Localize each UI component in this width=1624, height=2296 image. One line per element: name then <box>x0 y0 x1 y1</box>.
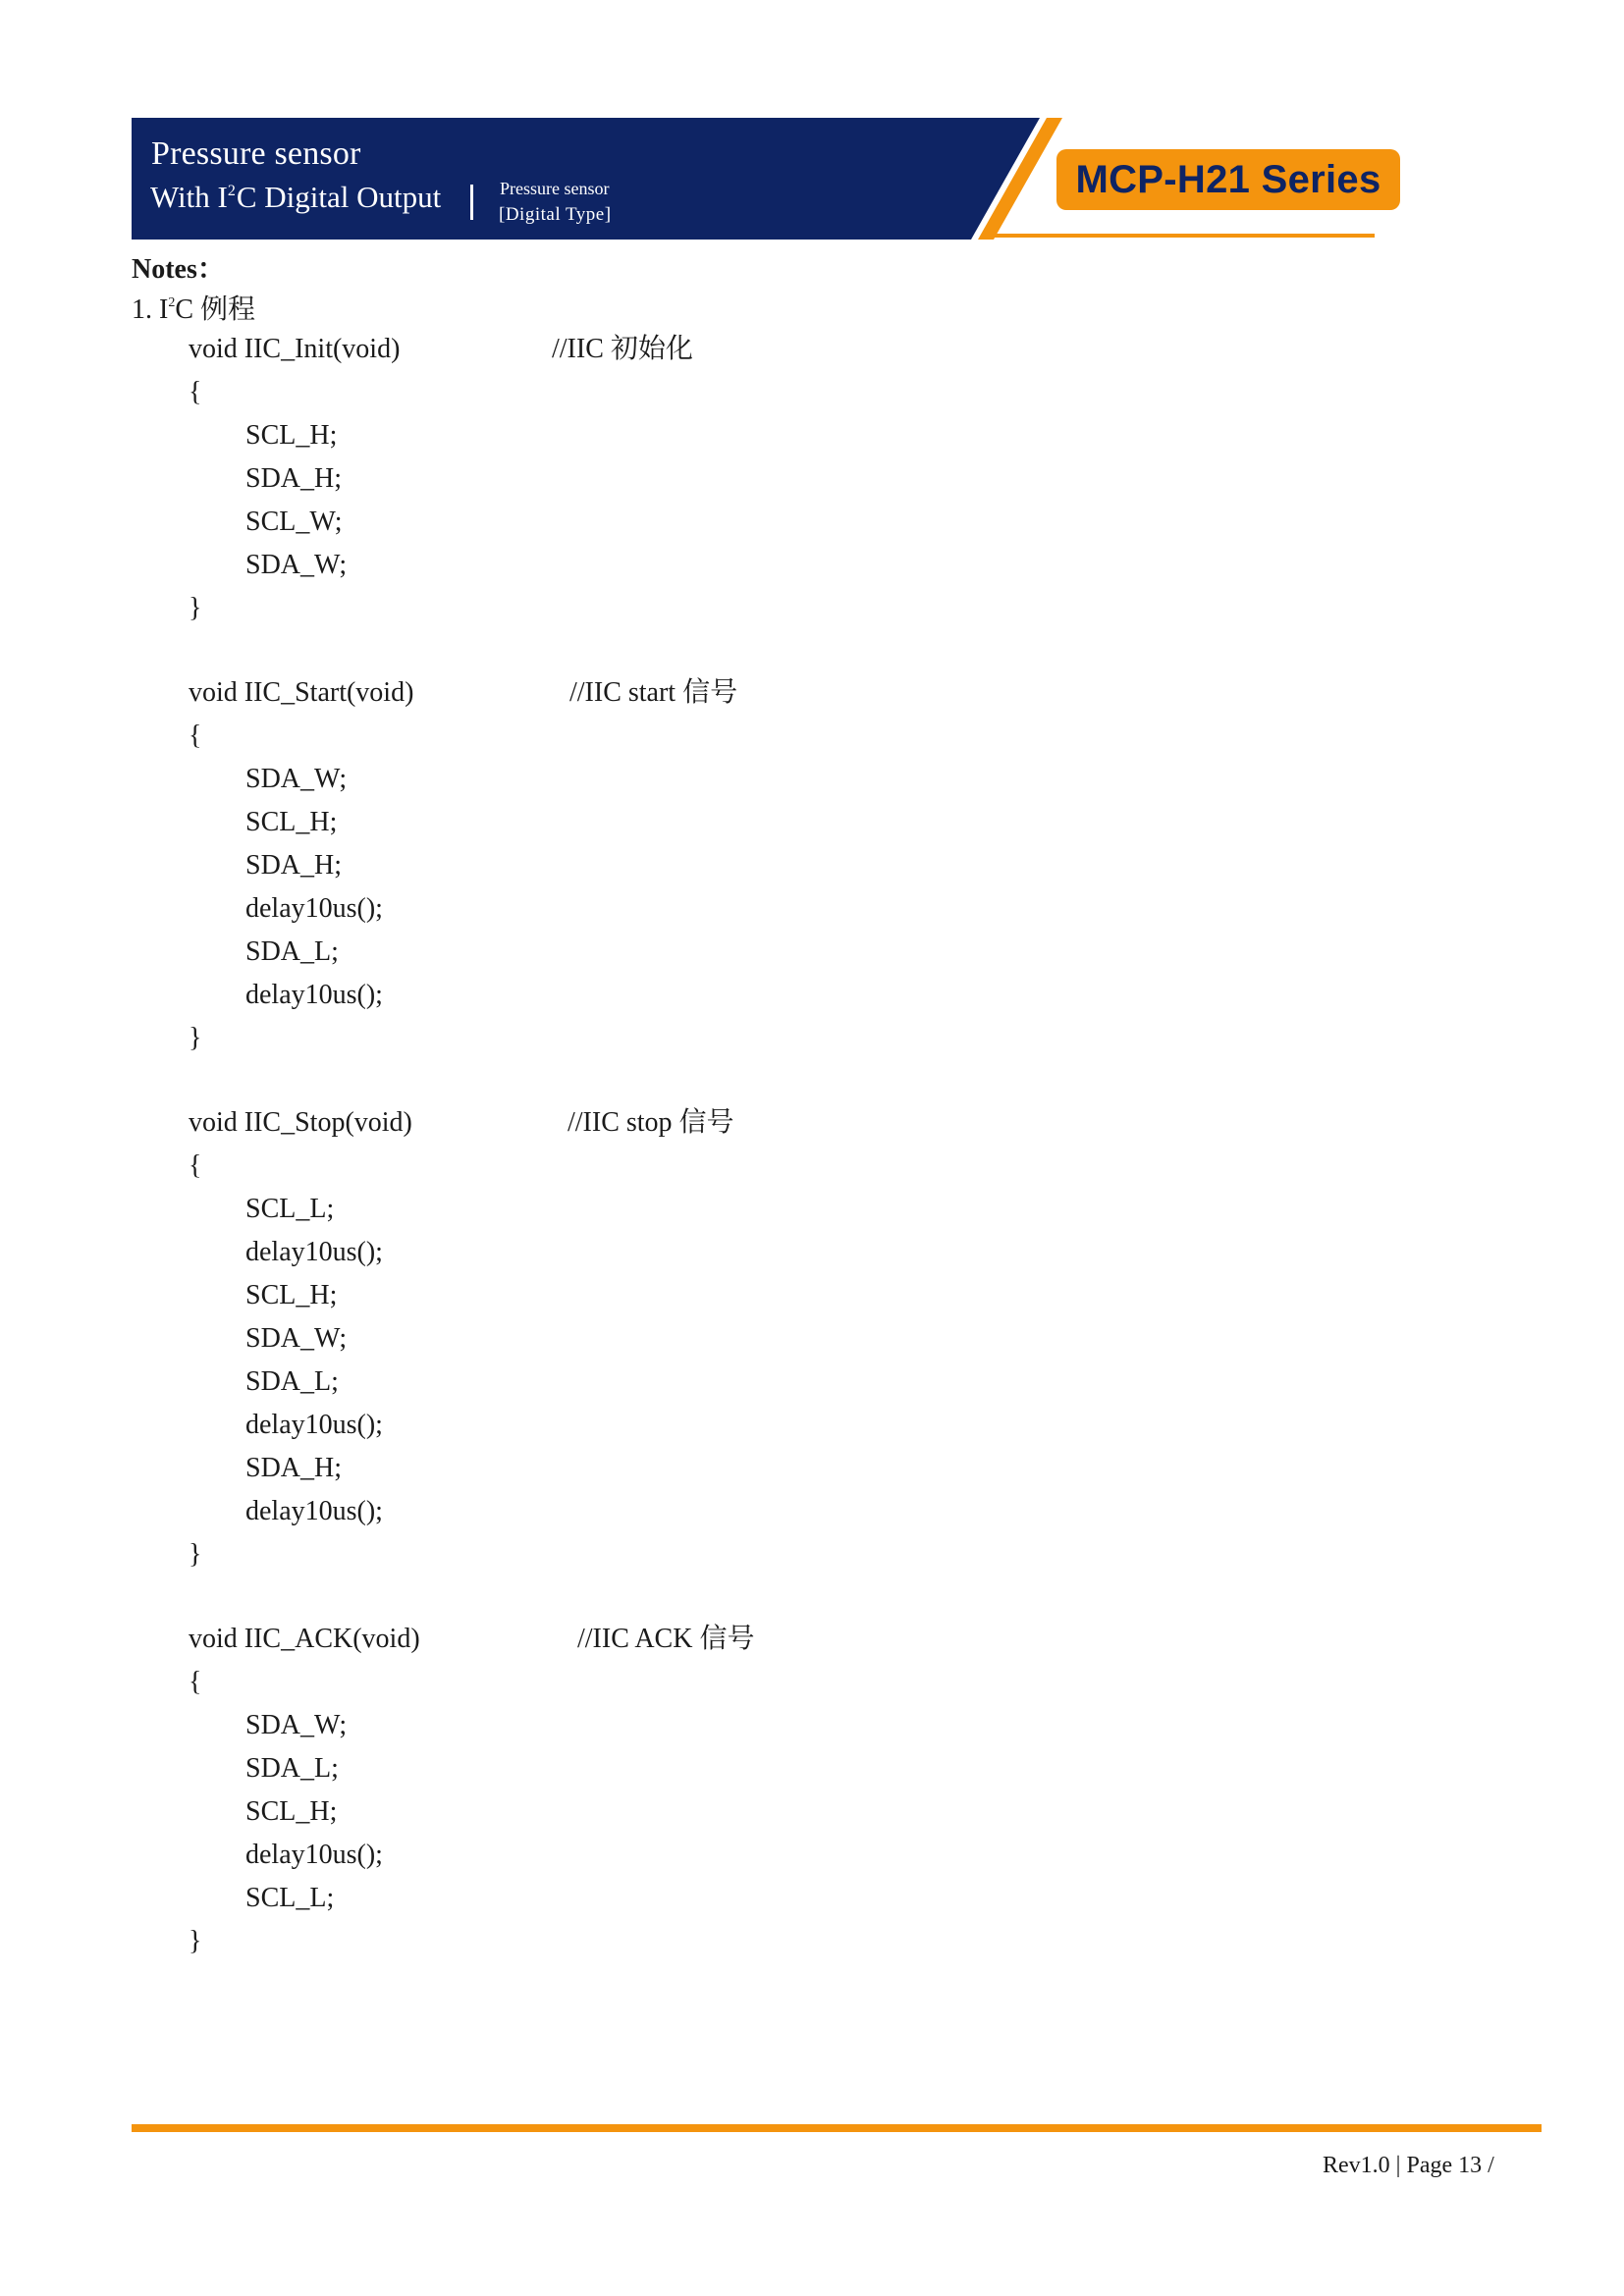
header-subtitle-pre: With I <box>150 180 228 214</box>
code-line: SDA_W; <box>245 764 348 794</box>
header-title: Pressure sensor <box>151 135 361 172</box>
code-line: SCL_H; <box>245 1796 338 1827</box>
code-comment: //IIC 初始化 <box>552 334 693 364</box>
code-line: SDA_L; <box>245 1366 339 1397</box>
code-line: SDA_W; <box>245 550 348 580</box>
close-brace: } <box>189 593 202 623</box>
open-brace: { <box>189 1667 202 1697</box>
function-signature: void IIC_Stop(void) <box>189 1107 412 1138</box>
code-line: SDA_L; <box>245 1753 339 1784</box>
close-brace: } <box>189 1539 202 1570</box>
code-line: delay10us(); <box>245 1237 383 1267</box>
series-badge-label: MCP-H21 Series <box>1075 157 1381 201</box>
code-line: SDA_H; <box>245 1453 343 1483</box>
function-signature: void IIC_Init(void) <box>189 334 401 364</box>
code-comment: //IIC start 信号 <box>569 677 738 708</box>
code-line: delay10us(); <box>245 1410 383 1440</box>
header-orange-underline <box>986 234 1375 238</box>
open-brace: { <box>189 377 202 407</box>
footer-divider <box>132 2124 1542 2132</box>
function-signature: void IIC_Start(void) <box>189 677 414 708</box>
page-number: Rev1.0 | Page 13 / <box>1323 2153 1494 2178</box>
function-signature: void IIC_ACK(void) <box>189 1624 420 1654</box>
notes-heading: Notes： <box>132 254 225 285</box>
code-line: SCL_L; <box>245 1883 335 1913</box>
code-line: SDA_W; <box>245 1323 348 1354</box>
section-heading <box>132 288 255 327</box>
header-separator <box>470 185 473 220</box>
open-brace: { <box>189 721 202 751</box>
header-subtitle-sup: 2 <box>227 183 236 199</box>
code-line: delay10us(); <box>245 1496 383 1526</box>
header-subtitle <box>150 180 441 215</box>
code-comment: //IIC stop 信号 <box>568 1107 734 1138</box>
series-badge <box>1056 149 1400 210</box>
code-line: SDA_L; <box>245 936 339 967</box>
close-brace: } <box>189 1926 202 1956</box>
code-line: SCL_H; <box>245 420 338 451</box>
code-line: delay10us(); <box>245 1840 383 1870</box>
header-product-type: [Digital Type] <box>499 204 612 225</box>
code-line: delay10us(); <box>245 893 383 924</box>
section-heading-pre: 1. I <box>132 294 169 325</box>
section-heading-sup: 2 <box>168 295 176 310</box>
code-line: SDA_H; <box>245 463 343 494</box>
code-line: SCL_H; <box>245 1280 338 1310</box>
open-brace: { <box>189 1150 202 1181</box>
section-heading-post: C 例程 <box>175 294 256 325</box>
code-comment: //IIC ACK 信号 <box>577 1624 755 1654</box>
code-line: SDA_W; <box>245 1710 348 1740</box>
code-line: delay10us(); <box>245 980 383 1010</box>
code-line: SCL_L; <box>245 1194 335 1224</box>
header-subtitle-post: C Digital Output <box>236 180 442 214</box>
code-line: SDA_H; <box>245 850 343 881</box>
page-header <box>132 118 1506 240</box>
code-line: SCL_H; <box>245 807 338 837</box>
code-line: SCL_W; <box>245 507 343 537</box>
close-brace: } <box>189 1023 202 1053</box>
header-product-label: Pressure sensor <box>500 179 610 198</box>
